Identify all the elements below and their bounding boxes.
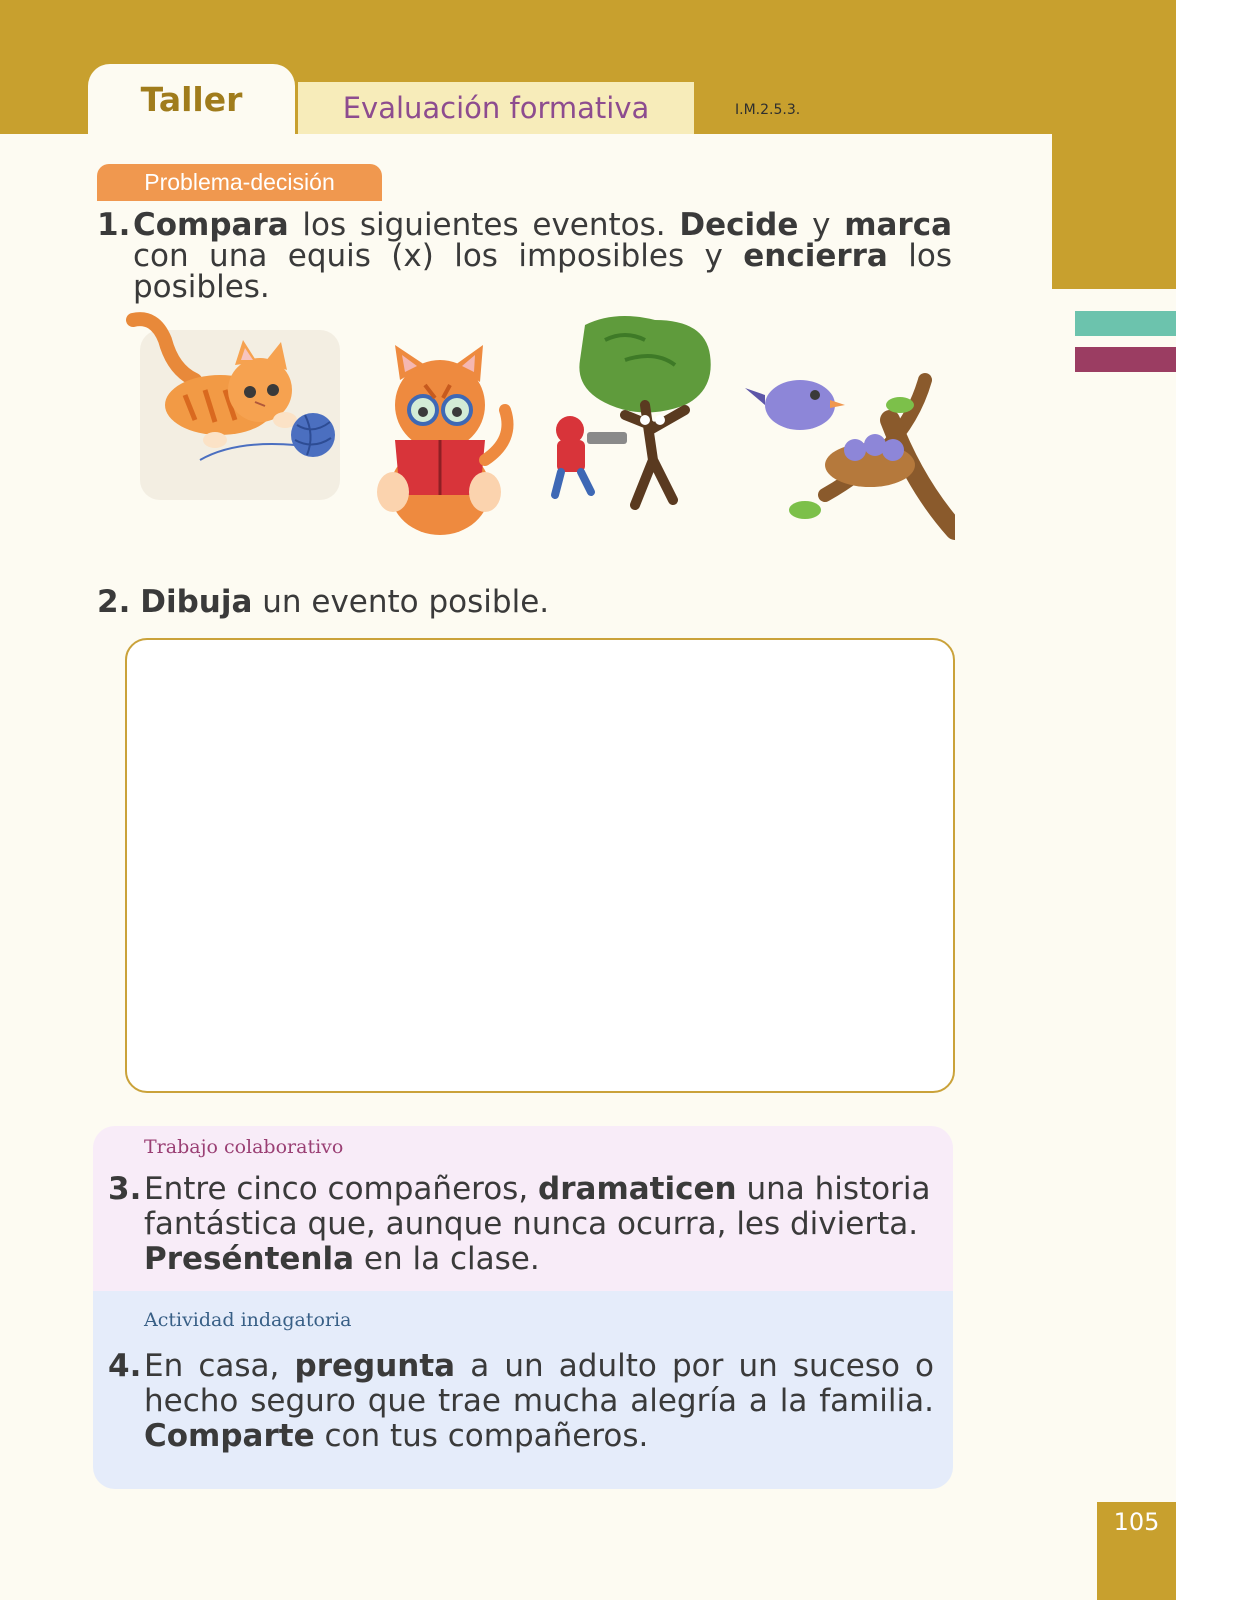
question-text: Entre cinco compañeros, dramaticen una historia fantástica que, aunque nunca ocurra, les divierta. Preséntenla en la clase. [144, 1171, 931, 1277]
cat-reading-illustration[interactable] [377, 345, 508, 535]
bird-nest-illustration[interactable] [745, 380, 955, 530]
page-number: 105 [1097, 1502, 1176, 1600]
question-3 [108, 1172, 934, 1277]
question-1 [97, 207, 952, 305]
question-text: Compara los siguientes eventos. Decide y marca con una equis (x) los imposibles y encierra los posibles. [133, 207, 952, 305]
side-stripe-plum [1075, 347, 1176, 372]
question-number: 1. [97, 207, 131, 243]
kitten-yarn-illustration[interactable] [133, 319, 340, 500]
tab-evaluacion-formativa: Evaluación formativa [298, 82, 694, 134]
drawing-area[interactable] [125, 638, 955, 1093]
side-band [1052, 134, 1176, 289]
collaborative-label: Trabajo colaborativo [144, 1136, 344, 1158]
question-number: 4. [108, 1348, 142, 1384]
question-2: 2. Dibuja un evento posible. [97, 584, 550, 620]
side-stripe-teal [1075, 311, 1176, 336]
illustrations [125, 310, 955, 550]
section-tag: Problema-decisión [97, 164, 382, 201]
tree-lumberjack-illustration[interactable] [555, 316, 711, 505]
page-edge [1176, 0, 1236, 1600]
question-4 [108, 1349, 934, 1454]
question-text: En casa, pregunta a un adulto por un suceso o hecho seguro que trae mucha alegría a la familia. Comparte con tus compañeros. [144, 1348, 935, 1454]
tab-taller: Taller [88, 64, 295, 140]
inquiry-label: Actividad indagatoria [144, 1309, 352, 1331]
question-number: 3. [108, 1171, 142, 1207]
indicator-code: I.M.2.5.3. [735, 102, 801, 118]
